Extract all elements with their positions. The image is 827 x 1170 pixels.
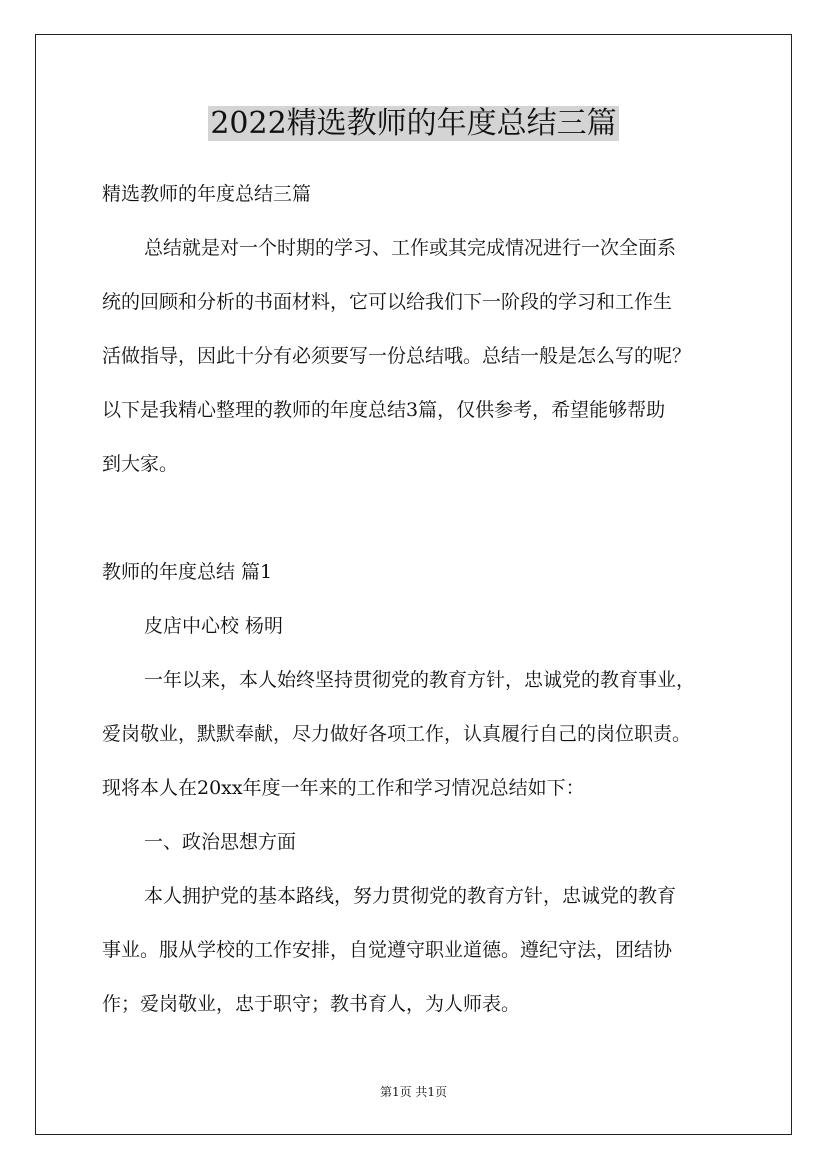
para2-line-2: 事业。服从学校的工作安排，自觉遵守职业道德。遵纪守法，团结协 [102,939,673,961]
document-title [0,104,827,144]
subheading-political: 一、政治思想方面 [144,831,297,853]
para2-line-3: 作；爱岗敬业，忠于职守；教书育人，为人师表。 [102,993,521,1015]
intro-line-5: 到大家。 [102,453,179,475]
intro-line-3: 活做指导，因此十分有必须要写一份总结哦。总结一般是怎么写的呢？ [102,345,692,367]
subtitle-line: 精选教师的年度总结三篇 [102,183,312,205]
intro-line-4: 以下是我精心整理的教师的年度总结3篇，仅供参考，希望能够帮助 [102,399,666,421]
page-footer: 第1页 共1页 [379,1085,448,1099]
intro-line-2: 统的回顾和分析的书面材料，它可以给我们下一阶段的学习和工作生 [102,291,673,313]
para2-line-1: 本人拥护党的基本路线，努力贯彻党的教育方针，忠诚党的教育 [144,885,677,907]
title-text: 2022精选教师的年度总结三篇 [210,106,617,141]
intro-line-1: 总结就是对一个时期的学习、工作或其完成情况进行一次全面系 [144,237,677,259]
para1-line-3: 现将本人在20xx年度一年来的工作和学习情况总结如下： [102,777,585,799]
para1-line-2: 爱岗敬业，默默奉献，尽力做好各项工作，认真履行自己的岗位职责。 [102,723,692,745]
para1-line-1: 一年以来，本人始终坚持贯彻党的教育方针，忠诚党的教育事业， [144,669,696,691]
author-line: 皮店中心校 杨明 [144,615,284,637]
section-heading: 教师的年度总结 篇1 [102,561,273,583]
